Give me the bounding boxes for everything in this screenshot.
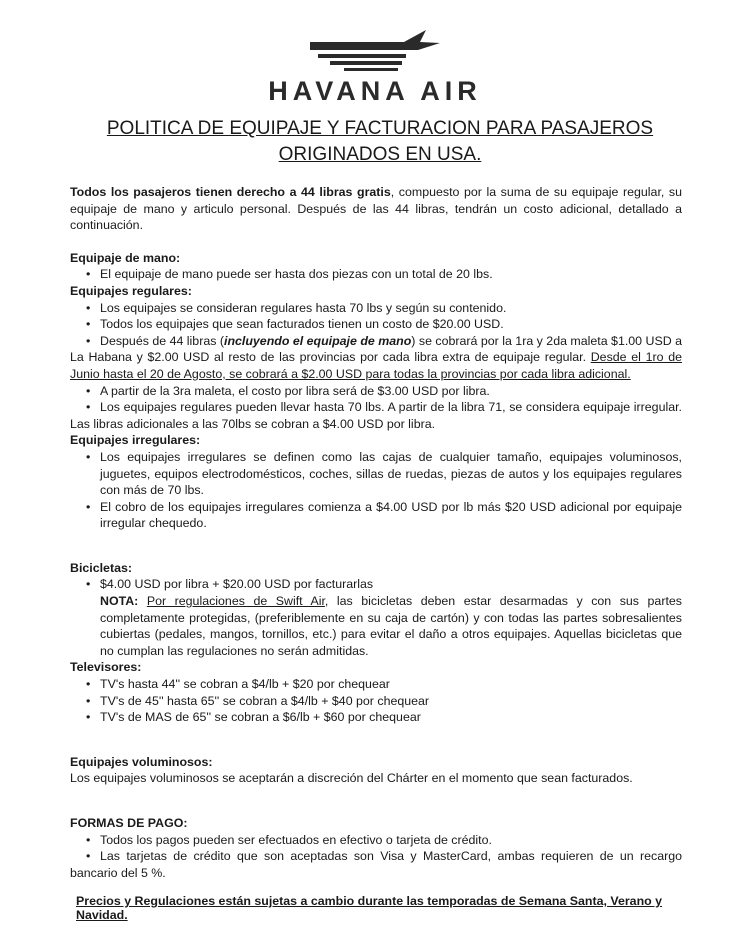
list-item: • Los equipajes regulares pueden llevar hasta 70 lbs. A partir de la libra 71, se considera equipaje irregular. Las libras adicionales a las 70lbs se cobran a $4.00 USD por libra. [70,399,682,432]
plane-wings-icon [308,26,442,72]
list-item: • El cobro de los equipajes irregulares comienza a $4.00 USD por lb más $20 USD adicional por equipaje irregular chequedo. [70,499,682,532]
note-underlined: Por regulaciones de Swift Air [146,594,325,609]
bicicletas-note [70,593,682,659]
title-line-2: ORIGINADOS EN USA. [278,144,482,165]
mano-list [70,266,682,283]
regulares-list [70,300,682,433]
irregulares-list [70,449,682,532]
list-item: • Todos los equipajes que sean facturados tienen un costo de $20.00 USD. [70,316,682,333]
televisores-list [70,676,682,726]
section-heading-pago: FORMAS DE PAGO: [70,816,188,830]
bicicletas-list [70,576,682,593]
list-item: • TV's hasta 44'' se cobran a $4/lb + $20 por chequear [70,676,682,693]
list-item: • El equipaje de mano puede ser hasta dos piezas con un total de 20 lbs. [70,266,682,283]
list-item: • A partir de la 3ra maleta, el costo por libra será de $3.00 USD por libra. [70,383,682,400]
voluminosos-text: Los equipajes voluminosos se aceptarán a discreción del Chárter en el momento que sean facturados. [70,771,633,786]
section-heading-mano: Equipaje de mano: [70,250,181,265]
section-heading-televisores: Televisores: [70,660,142,675]
list-item: • TV's de MAS de 65'' se cobran a $6/lb + $60 por chequear [70,709,682,726]
list-item: • Todos los pagos pueden ser efectuados en efectivo o tarjeta de crédito. [70,832,682,849]
section-heading-bicicletas: Bicicletas: [70,560,132,575]
list-item: • $4.00 USD por libra + $20.00 USD por facturarlas [70,576,682,593]
item-underlined: Desde el 1ro de Junio hasta el 20 de Agosto, se cobrará a $2.00 USD para todas la provincias por cada libra adicional. [70,350,682,381]
section-heading-irregulares: Equipajes irregulares: [70,433,201,448]
item-text: ) se cobrará por la 1ra y 2da maleta $1.00 USD a La Habana y $2.00 USD al resto de las provincias por cada libra extra de equipaje regular. [70,333,683,365]
list-item [70,333,682,383]
list-item: • TV's de 45'' hasta 65'' se cobran a $4/lb + $40 por chequear [70,693,682,710]
page-title [90,116,670,168]
item-emphasis: incluyendo el equipaje de mano [224,333,412,348]
intro-bold: Todos los pasajeros tienen derecho a 44 libras gratis [70,185,391,199]
note-text: , las bicicletas deben estar desarmadas y con sus partes completamente protegidas, (preferiblemente en su caja de cartón) y con todas las partes sobresalientes cubiertas (pedales, mangos, tornillos, etc.) para evitar el daño a otros equipajes. Aquellas bicicletas que no cumplan las regulaciones no serán admitidas. [100,594,682,658]
airline-logo [250,26,500,106]
note-label: NOTA: [100,594,139,609]
brand-name: HAVANA AIR [268,76,482,106]
item-text: Después de 44 libras ( [100,333,224,348]
policy-content [70,184,682,881]
section-heading-regulares: Equipajes regulares: [70,283,192,298]
list-item: • Los equipajes se consideran regulares hasta 70 lbs y según su contenido. [70,300,682,317]
intro-rest: , compuesto por la suma de su equipaje regular, su equipaje de mano y articulo personal. Después de las 44 libras, tendrán un costo adicional, detallado a continuación. [70,185,682,233]
intro-paragraph [70,184,682,234]
section-heading-voluminosos: Equipajes voluminosos: [70,754,213,769]
title-line-1: POLITICA DE EQUIPAJE Y FACTURACION PARA PASAJEROS [106,118,654,139]
list-item: • Las tarjetas de crédito que son aceptadas son Visa y MasterCard, ambas requieren de un recargo bancario del 5 %. [70,848,682,881]
footer-disclaimer: Precios y Regulaciones están sujetas a cambio durante las temporadas de Semana Santa, Verano y Navidad. [76,894,663,922]
pago-list [70,832,682,882]
list-item: • Los equipajes irregulares se definen como las cajas de cualquier tamaño, equipajes voluminosos, juguetes, equipos electrodomésticos, coches, sillas de ruedas, piezas de autos y los equipajes regulares con más de 70 lbs. [70,449,682,499]
